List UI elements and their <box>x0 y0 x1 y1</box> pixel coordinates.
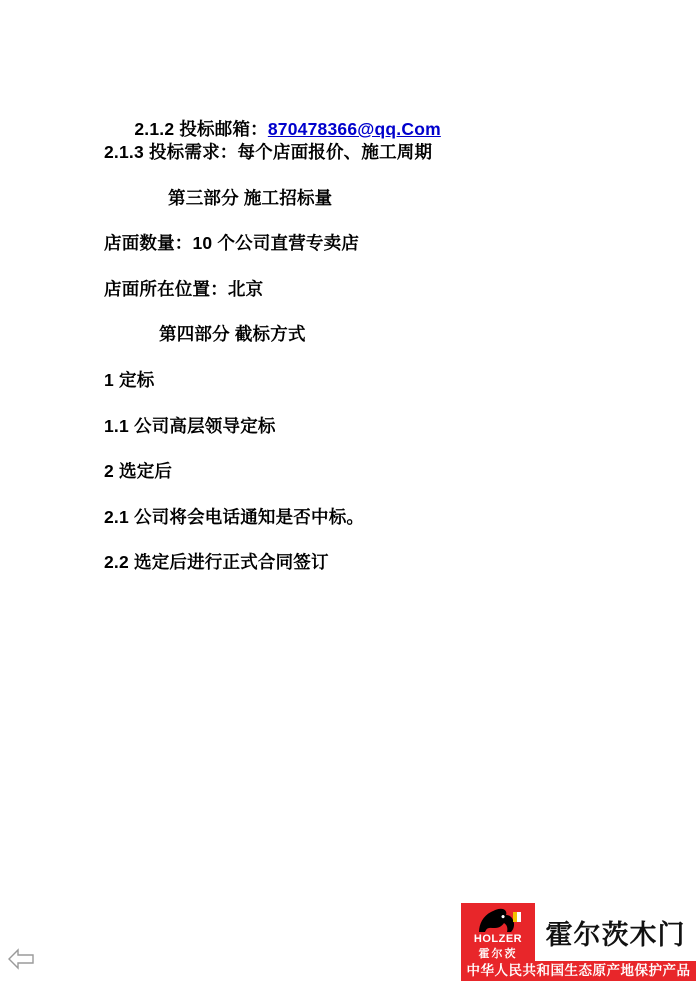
company-logo <box>461 903 696 981</box>
paragraph-item-1-1: 1.1 公司高层领导定标 <box>104 416 276 436</box>
paragraph-item-2: 2 选定后 <box>104 461 173 481</box>
paragraph-item-2-1: 2.1 公司将会电话通知是否中标。 <box>104 507 365 527</box>
logo-top-row <box>461 903 696 961</box>
paragraph-item-2-2: 2.2 选定后进行正式合同签订 <box>104 552 329 572</box>
email-link[interactable]: 870478366@qq.Com <box>267 119 441 139</box>
paragraph-bid-email-text: 2.1.2 投标邮箱： <box>134 119 268 139</box>
logo-brand-en: HOLZER <box>473 933 523 945</box>
paragraph-bid-requirements: 2.1.3 投标需求：每个店面报价、施工周期 <box>104 142 433 162</box>
logo-brand-name: 霍尔茨木门 <box>545 919 686 950</box>
paragraph-item-1: 1 定标 <box>104 370 155 390</box>
back-arrow-icon[interactable] <box>8 948 34 970</box>
heading-part-three: 第三部分 施工招标量 <box>168 188 333 208</box>
paragraph-store-count: 店面数量：10 个公司直营专卖店 <box>104 233 360 253</box>
logo-mark <box>461 903 535 961</box>
paragraph-store-location: 店面所在位置：北京 <box>104 279 264 299</box>
heading-part-four: 第四部分 截标方式 <box>159 324 306 344</box>
logo-brand-cn-small: 霍尔茨 <box>478 948 518 960</box>
logo-tagline: 中华人民共和国生态原产地保护产品 <box>461 961 696 981</box>
